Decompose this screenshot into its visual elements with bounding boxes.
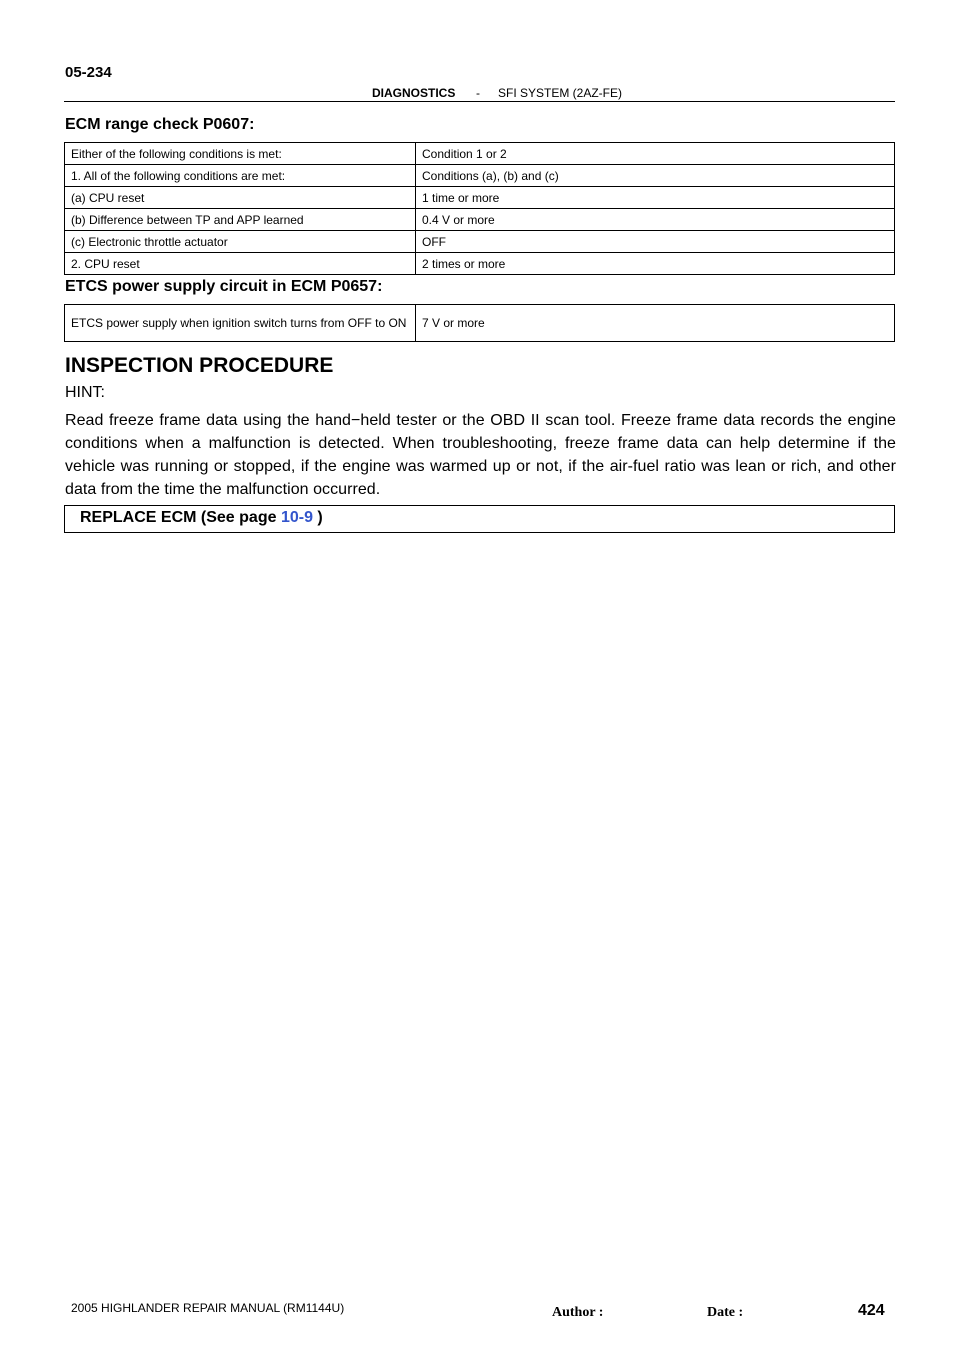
replace-ecm-step [80,509,323,527]
etcs-table [64,304,895,342]
footer-manual: 2005 HIGHLANDER REPAIR MANUAL (RM1144U) [71,1301,345,1315]
table-row [65,187,895,209]
ecm-range-heading: ECM range check P0607: [65,116,255,133]
table-cell: Either of the following conditions is met: [65,143,416,165]
etcs-heading: ETCS power supply circuit in ECM P0657: [65,278,383,295]
table-cell: Condition 1 or 2 [416,143,895,165]
table-row [65,253,895,275]
table-cell: 0.4 V or more [416,209,895,231]
header-rule [64,101,895,102]
header-system: SFI SYSTEM (2AZ-FE) [498,86,623,100]
header-section: DIAGNOSTICS [372,86,456,100]
ecm-range-table [64,142,895,275]
table-cell: (c) Electronic throttle actuator [65,231,416,253]
inspection-title: INSPECTION PROCEDURE [65,354,334,377]
table-cell: 2 times or more [416,253,895,275]
table-row [65,231,895,253]
table-row [65,305,895,342]
header-dash: - [476,86,480,100]
replace-ecm-suffix: ) [312,509,323,526]
hint-label: HINT: [65,384,105,401]
table-cell: (b) Difference between TP and APP learned [65,209,416,231]
table-cell: 1 time or more [416,187,895,209]
table-row [65,209,895,231]
table-cell: 2. CPU reset [65,253,416,275]
table-cell: 1. All of the following conditions are met: [65,165,416,187]
footer-author-label: Author : [552,1305,604,1320]
table-row [65,165,895,187]
footer-date-label: Date : [707,1305,744,1320]
page-number: 05-234 [65,64,112,81]
hint-body: Read freeze frame data using the hand−held tester or the OBD II scan tool. Freeze frame data records the engine conditions when a malfunction is detected. When troubleshooting, freeze frame data can help determine if the vehicle was running or stopped, if the engine was warmed up or not, if the air-fuel ratio was lean or rich, and other data from the time the malfunction occurred. [65,412,896,498]
footer-page-number: 424 [858,1302,885,1319]
table-cell: ETCS power supply when ignition switch turns from OFF to ON [65,305,416,342]
table-cell: OFF [416,231,895,253]
replace-ecm-label: REPLACE ECM (See page [80,509,281,526]
table-cell: 7 V or more [416,305,895,342]
page-link[interactable]: 10-9 [280,509,313,526]
table-row [65,143,895,165]
table-cell: Conditions (a), (b) and (c) [416,165,895,187]
table-cell: (a) CPU reset [65,187,416,209]
